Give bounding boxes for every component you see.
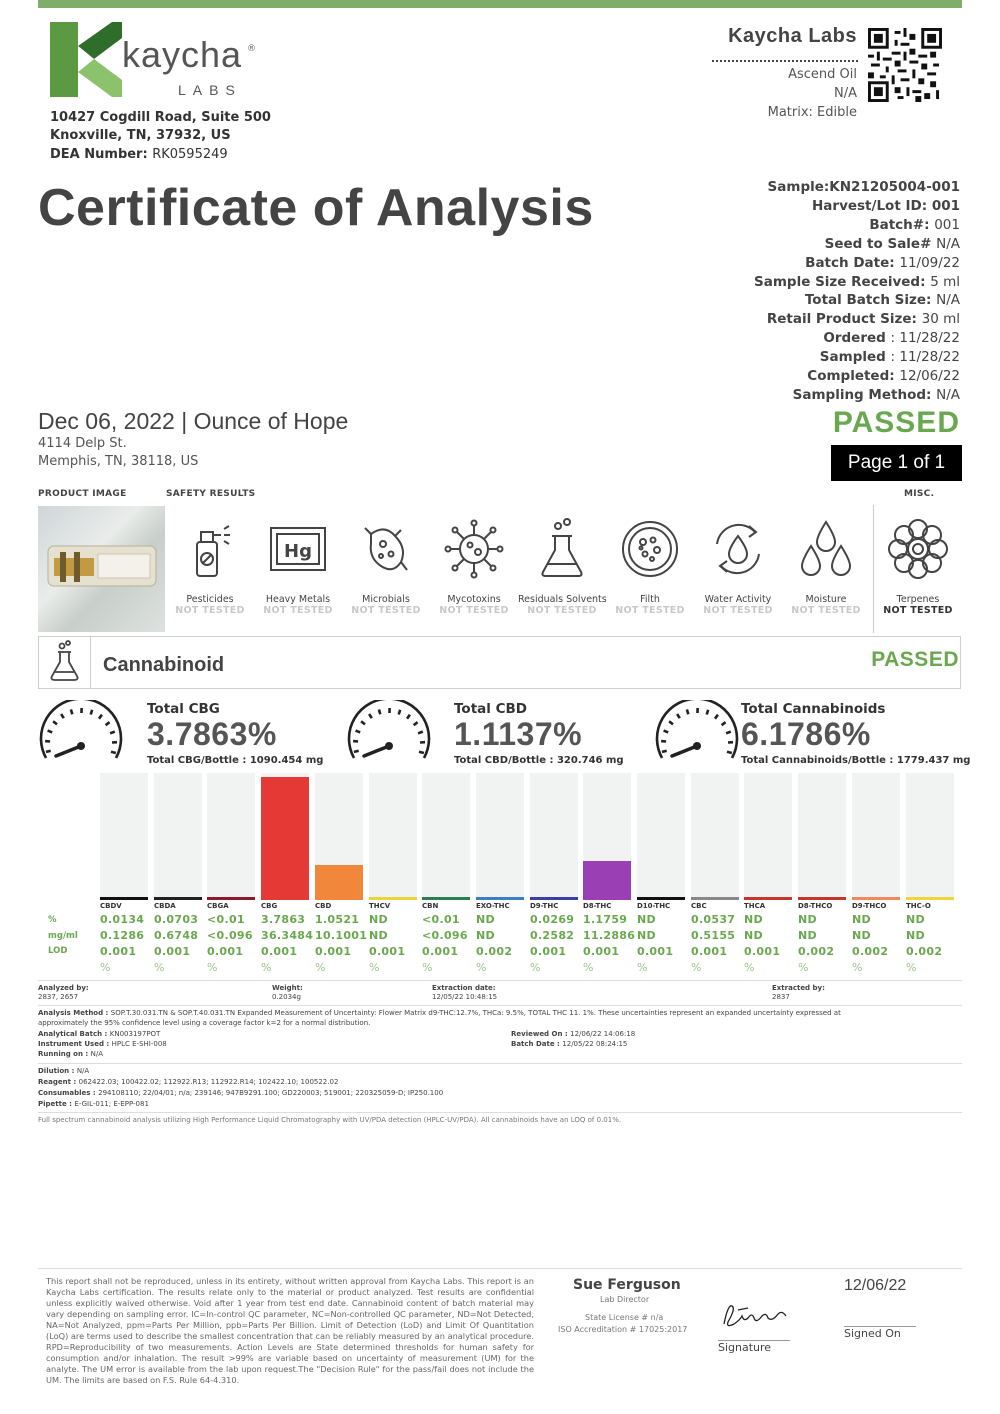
bar-d9-thc bbox=[530, 773, 578, 899]
row-label-lod: LOD bbox=[48, 946, 68, 956]
result-cell-pct: 0.0537 bbox=[691, 913, 736, 926]
bar-fill-cbg bbox=[261, 777, 309, 899]
result-cell-pct: ND bbox=[852, 913, 871, 926]
flower-icon bbox=[883, 514, 953, 584]
safety-item-heavy-metals bbox=[254, 508, 342, 628]
product-image bbox=[38, 506, 165, 632]
result-cell-mgml: ND bbox=[369, 929, 388, 942]
client-city: Memphis, TN, 38118, US bbox=[38, 454, 199, 469]
state-license: State License # n/a bbox=[585, 1313, 664, 1322]
total-label: Total CBD bbox=[454, 701, 527, 717]
spray-bottle-icon bbox=[175, 514, 245, 584]
safety-results-heading: SAFETY RESULTS bbox=[166, 489, 256, 499]
result-cell-lod: 0.001 bbox=[637, 945, 674, 958]
result-cell-mgml: 36.3484 bbox=[261, 929, 314, 942]
analytical-batch: Analytical Batch : KN003197POT bbox=[38, 1030, 161, 1038]
bar-d9-thco bbox=[852, 773, 900, 899]
bar-category-label: D8-THC bbox=[583, 902, 612, 910]
analyzed-by: Analyzed by: bbox=[38, 984, 89, 992]
total-per-bottle: Total CBG/Bottle : 1090.454 mg bbox=[147, 755, 324, 766]
result-cell-mgml: ND bbox=[798, 929, 817, 942]
safety-name: Filth bbox=[640, 594, 660, 605]
virus-icon bbox=[439, 514, 509, 584]
sample-info-row bbox=[754, 291, 960, 310]
bar-legend-line bbox=[906, 897, 954, 900]
logo-wordmark: kaycha bbox=[122, 34, 243, 75]
sample-info-row bbox=[754, 367, 960, 386]
bar-cbdv bbox=[100, 773, 148, 899]
result-cell-mgml: 0.1286 bbox=[100, 929, 145, 942]
bar-category-label: THCA bbox=[744, 902, 766, 910]
sample-info-key: Ordered bbox=[823, 330, 891, 347]
safety-item-pesticides bbox=[166, 508, 254, 628]
analysis-method: Analysis Method : SOP.T.30.031.TN & SOP.T.40.031.TN Expanded Measurement of Uncertainty: Flower Matrix d9-THC:12.7%, THCa: 9.5%, TOTAL THC 11. 1%. These uncertainties represent an expanded uncertainty expressed at bbox=[38, 1009, 841, 1017]
iso-accreditation: ISO Accreditation # 17025:2017 bbox=[558, 1325, 688, 1334]
sample-info-value: 5 ml bbox=[930, 273, 960, 290]
misc-name: Terpenes bbox=[896, 594, 940, 605]
sample-info-row bbox=[754, 197, 960, 216]
result-cell-lod: 0.001 bbox=[261, 945, 298, 958]
result-cell-pct: 0.0703 bbox=[154, 913, 199, 926]
bar-category-label: EXO-THC bbox=[476, 902, 510, 910]
weight-value: 0.2034g bbox=[272, 993, 301, 1001]
bar-legend-line bbox=[744, 897, 792, 900]
result-cell-lod: 0.001 bbox=[315, 945, 352, 958]
result-cell-lod: 0.001 bbox=[154, 945, 191, 958]
bar-legend-line bbox=[207, 897, 255, 900]
client-date-name: Dec 06, 2022 | Ounce of Hope bbox=[38, 408, 349, 434]
result-cell-lod: 0.001 bbox=[207, 945, 244, 958]
misc-status: NOT TESTED bbox=[883, 605, 953, 616]
bar-cbga bbox=[207, 773, 255, 899]
bar-legend-line bbox=[583, 897, 631, 900]
result-cell-lod: 0.002 bbox=[852, 945, 889, 958]
sample-info-value: 001 bbox=[934, 216, 960, 233]
cannabinoid-title: Cannabinoid bbox=[103, 654, 225, 676]
result-cell-lod: 0.002 bbox=[798, 945, 835, 958]
petri-dish-icon bbox=[615, 514, 685, 584]
bar-legend-line bbox=[100, 897, 148, 900]
result-cell-lod: 0.001 bbox=[530, 945, 567, 958]
bar-legend-line bbox=[798, 897, 846, 900]
sample-info-value: N/A bbox=[936, 292, 960, 309]
sample-info-value: 30 ml bbox=[921, 311, 960, 328]
result-cell-mgml: ND bbox=[637, 929, 656, 942]
lod-unit: % bbox=[315, 961, 326, 974]
signature-image bbox=[718, 1298, 790, 1334]
gauge-icon bbox=[38, 700, 124, 766]
result-cell-lod: 0.001 bbox=[583, 945, 620, 958]
microbe-icon bbox=[351, 514, 421, 584]
product-name: Ascend Oil bbox=[788, 67, 857, 82]
top-accent-bar bbox=[38, 0, 962, 8]
result-cell-mgml: 11.2886 bbox=[583, 929, 636, 942]
extraction-value: 12/05/22 10:48:15 bbox=[432, 993, 498, 1001]
bar-category-label: CBD bbox=[315, 902, 332, 910]
total-per-bottle: Total Cannabinoids/Bottle : 1779.437 mg bbox=[741, 755, 971, 766]
lod-unit: % bbox=[906, 961, 917, 974]
lod-unit: % bbox=[852, 961, 863, 974]
reviewed-on: Reviewed On : 12/06/22 14:06:18 bbox=[511, 1030, 636, 1038]
total-label: Total CBG bbox=[147, 701, 220, 717]
sample-info-row bbox=[754, 216, 960, 235]
sample-info-value: : 11/28/22 bbox=[890, 330, 960, 347]
bar-thcv bbox=[369, 773, 417, 899]
sample-info-key: Total Batch Size: bbox=[804, 292, 937, 309]
total-label: Total Cannabinoids bbox=[741, 701, 886, 717]
result-cell-pct: <0.01 bbox=[207, 913, 245, 926]
extracted-by-value: 2837 bbox=[772, 993, 790, 1001]
water-cycle-icon bbox=[703, 514, 773, 584]
extraction-label: Extraction date: bbox=[432, 984, 496, 992]
signer-role: Lab Director bbox=[600, 1295, 650, 1304]
sample-info-row bbox=[754, 310, 960, 329]
divider bbox=[38, 1005, 962, 1006]
bar-d8-thco bbox=[798, 773, 846, 899]
lod-unit: % bbox=[691, 961, 702, 974]
safety-status: NOT TESTED bbox=[439, 605, 509, 616]
bar-legend-line bbox=[315, 897, 363, 900]
safety-status: NOT TESTED bbox=[527, 605, 597, 616]
logo-registered-mark: ® bbox=[247, 44, 256, 54]
sample-info-row bbox=[754, 348, 960, 367]
analysis-method-cont: approximately the 95% confidence level using a coverage factor k=2 for a normal distribution. bbox=[38, 1019, 371, 1027]
lod-unit: % bbox=[369, 961, 380, 974]
product-matrix: Matrix: Edible bbox=[767, 105, 857, 120]
page-indicator: Page 1 of 1 bbox=[831, 445, 962, 481]
sample-info-key: Sample: bbox=[767, 179, 830, 195]
bar-d8-thc bbox=[583, 773, 631, 899]
safety-status: NOT TESTED bbox=[175, 605, 245, 616]
cannabinoid-status: PASSED bbox=[871, 648, 959, 671]
bar-cbg bbox=[261, 773, 309, 899]
result-cell-pct: 1.0521 bbox=[315, 913, 360, 926]
result-cell-lod: 0.001 bbox=[744, 945, 781, 958]
row-label-mgml: mg/ml bbox=[48, 931, 78, 941]
sample-info-key: Sample Size Received: bbox=[754, 273, 931, 290]
bar-cbd bbox=[315, 773, 363, 899]
safety-item-residuals-solvents bbox=[518, 508, 606, 628]
analyzed-by-value: 2837, 2657 bbox=[38, 993, 79, 1001]
safety-name: Water Activity bbox=[704, 594, 772, 605]
bar-exo-thc bbox=[476, 773, 524, 899]
divider bbox=[38, 1063, 962, 1064]
instrument-used: Instrument Used : HPLC E-SHI-008 bbox=[38, 1040, 167, 1048]
result-cell-pct: ND bbox=[637, 913, 656, 926]
bar-fill-cbd bbox=[315, 865, 363, 899]
bar-legend-line bbox=[530, 897, 578, 900]
safety-status: NOT TESTED bbox=[703, 605, 773, 616]
droplets-icon bbox=[791, 514, 861, 584]
bar-legend-line bbox=[369, 897, 417, 900]
result-cell-pct: 0.0134 bbox=[100, 913, 145, 926]
bar-cbda bbox=[154, 773, 202, 899]
bar-category-label: CBGA bbox=[207, 902, 229, 910]
result-cell-mgml: ND bbox=[852, 929, 871, 942]
safety-status: NOT TESTED bbox=[791, 605, 861, 616]
qr-code-icon[interactable] bbox=[868, 28, 942, 102]
result-cell-lod: 0.001 bbox=[369, 945, 406, 958]
consumables: Consumables : 294108110; 22/04/01; n/a; 239146; 947B9291.100; GD220003; 519001; 220325059-D; IP250.100 bbox=[38, 1089, 444, 1097]
safety-item-moisture bbox=[782, 508, 870, 628]
result-cell-pct: 3.7863 bbox=[261, 913, 306, 926]
safety-name: Pesticides bbox=[186, 594, 234, 605]
result-cell-pct: 0.0269 bbox=[530, 913, 575, 926]
safety-status: NOT TESTED bbox=[615, 605, 685, 616]
svg-text:Hg: Hg bbox=[284, 541, 312, 562]
lod-unit: % bbox=[261, 961, 272, 974]
gauge-icon bbox=[346, 700, 432, 766]
sample-info-key: Seed to Sale# bbox=[824, 235, 937, 252]
sample-info-key: Sampled bbox=[819, 349, 891, 366]
sample-info-value: : 11/28/22 bbox=[890, 349, 960, 366]
lod-unit: % bbox=[530, 961, 541, 974]
divider bbox=[38, 1112, 962, 1113]
hg-icon bbox=[263, 514, 333, 584]
misc-heading: MISC. bbox=[904, 489, 935, 499]
bar-category-label: D10-THC bbox=[637, 902, 671, 910]
divider bbox=[38, 980, 962, 981]
product-strain: N/A bbox=[834, 86, 857, 101]
logo-labs-text: LABS bbox=[178, 82, 242, 98]
result-cell-lod: 0.001 bbox=[422, 945, 459, 958]
sample-info-key: Retail Product Size: bbox=[766, 311, 922, 328]
cannabinoid-icon-box bbox=[38, 636, 91, 689]
lod-unit: % bbox=[476, 961, 487, 974]
bar-legend-line bbox=[154, 897, 202, 900]
row-label-percent: % bbox=[48, 915, 57, 925]
safety-name: Microbials bbox=[362, 594, 410, 605]
result-cell-pct: ND bbox=[476, 913, 495, 926]
safety-name: Moisture bbox=[805, 594, 847, 605]
lod-unit: % bbox=[100, 961, 111, 974]
bar-legend-line bbox=[637, 897, 685, 900]
result-cell-lod: 0.002 bbox=[906, 945, 943, 958]
safety-status: NOT TESTED bbox=[351, 605, 421, 616]
result-cell-mgml: ND bbox=[476, 929, 495, 942]
flask-icon bbox=[38, 636, 91, 689]
result-cell-pct: ND bbox=[369, 913, 388, 926]
total-value: 6.1786% bbox=[741, 716, 871, 752]
lab-name-divider bbox=[712, 60, 858, 62]
signature-caption: Signature bbox=[718, 1341, 772, 1354]
sample-info-row bbox=[754, 386, 960, 405]
total-value: 3.7863% bbox=[147, 716, 277, 752]
bar-cbc bbox=[691, 773, 739, 899]
footer-divider bbox=[38, 1268, 962, 1269]
result-cell-mgml: <0.096 bbox=[422, 929, 468, 942]
lod-unit: % bbox=[798, 961, 809, 974]
sample-info-value: KN21205004-001 bbox=[829, 179, 960, 195]
kaycha-logo-icon bbox=[50, 22, 122, 97]
batch-date: Batch Date : 12/05/22 08:24:15 bbox=[511, 1040, 628, 1048]
sample-info-row bbox=[754, 273, 960, 292]
safety-name: Mycotoxins bbox=[447, 594, 501, 605]
sample-info bbox=[754, 178, 960, 405]
bar-category-label: CBC bbox=[691, 902, 707, 910]
sample-info-key: Batch#: bbox=[869, 216, 935, 233]
bar-thc-o bbox=[906, 773, 954, 899]
safety-status: NOT TESTED bbox=[263, 605, 333, 616]
total-per-bottle: Total CBD/Bottle : 320.746 mg bbox=[454, 755, 624, 766]
result-cell-mgml: 10.1001 bbox=[315, 929, 368, 942]
total-value: 1.1137% bbox=[454, 716, 583, 752]
dea-number: DEA Number: RK0595249 bbox=[50, 147, 228, 162]
sample-info-value: 11/09/22 bbox=[899, 254, 960, 271]
result-cell-lod: 0.001 bbox=[100, 945, 137, 958]
lab-name: Kaycha Labs bbox=[728, 25, 857, 47]
sample-info-row bbox=[754, 329, 960, 348]
sample-info-key: Batch Date: bbox=[805, 254, 900, 271]
lod-unit: % bbox=[744, 961, 755, 974]
client-street: 4114 Delp St. bbox=[38, 436, 127, 451]
misc-item-terpenes bbox=[874, 508, 962, 628]
result-cell-mgml: 0.6748 bbox=[154, 929, 199, 942]
weight-label: Weight: bbox=[272, 984, 303, 992]
result-cell-pct: 1.1759 bbox=[583, 913, 628, 926]
dilution: Dilution : N/A bbox=[38, 1067, 90, 1075]
reagent: Reagent : 062422.03; 100422.02; 112922.R13; 112922.R14; 102422.10; 100522.02 bbox=[38, 1078, 339, 1086]
result-cell-mgml: <0.096 bbox=[207, 929, 253, 942]
lab-address-line2: Knoxville, TN, 37932, US bbox=[50, 128, 231, 143]
product-image-heading: PRODUCT IMAGE bbox=[38, 489, 127, 499]
disclaimer: This report shall not be reproduced, unless in its entirety, without written approval from Kaycha Labs. This report is an Kaycha Labs certification. The results relate only to the material or product analyzed. Test results are confidential unless explicitly waived otherwise. Void after 1 year from test end date. Cannabinoid content of batch material may vary depending on sampling error. IC=In-control QC parameter, NC=Non-controlled QC parameter, ND=Not Detected, NA=Not Analyzed, ppm=Parts Per Million, ppb=Parts Per Billion. Limit of Detection (LoD) and Limit Of Quantitation (LoQ) are terms used to describe the smallest concentration that can be reliably measured by an analytical procedure. RPD=Reproducibility of two measurements. Action Levels are State determined thresholds for human safety for consumption and/or inhalation. The result >99% are variable based on uncertainty of measurement (UM) for the analyte. The UM error is available from the lab upon request.The "Decision Rule" for the pass/fail does not include the UM. The limits are based on F.S. Rule 64-4.310. bbox=[46, 1276, 534, 1385]
signer-name: Sue Ferguson bbox=[573, 1277, 681, 1293]
bar-legend-line bbox=[261, 897, 309, 900]
lod-unit: % bbox=[422, 961, 433, 974]
document-title: Certificate of Analysis bbox=[38, 179, 594, 237]
lod-unit: % bbox=[637, 961, 648, 974]
bar-fill-d8-thc bbox=[583, 861, 631, 899]
safety-name: Heavy Metals bbox=[265, 594, 331, 605]
lab-address-line1: 10427 Cogdill Road, Suite 500 bbox=[50, 110, 271, 125]
safety-item-water-activity bbox=[694, 508, 782, 628]
bar-cbn bbox=[422, 773, 470, 899]
product-photo-icon bbox=[38, 506, 165, 632]
bar-d10-thc bbox=[637, 773, 685, 899]
result-cell-mgml: ND bbox=[906, 929, 925, 942]
bar-legend-line bbox=[852, 897, 900, 900]
sample-info-row bbox=[754, 178, 960, 197]
bar-category-label: D9-THCO bbox=[852, 902, 887, 910]
sample-info-key: Harvest/Lot ID: bbox=[812, 197, 932, 214]
safety-item-microbials bbox=[342, 508, 430, 628]
gauge-icon bbox=[654, 700, 740, 766]
bar-category-label: D9-THC bbox=[530, 902, 559, 910]
signed-on-caption: Signed On bbox=[844, 1327, 901, 1340]
sample-info-row bbox=[754, 254, 960, 273]
result-cell-lod: 0.002 bbox=[476, 945, 513, 958]
bar-category-label: CBDA bbox=[154, 902, 176, 910]
result-cell-mgml: ND bbox=[744, 929, 763, 942]
result-cell-pct: ND bbox=[798, 913, 817, 926]
sample-info-key: Sampling Method: bbox=[792, 386, 937, 403]
sample-info-value: N/A bbox=[936, 386, 960, 403]
signed-date: 12/06/22 bbox=[844, 1277, 907, 1294]
result-cell-pct: ND bbox=[906, 913, 925, 926]
lod-unit: % bbox=[583, 961, 594, 974]
result-cell-mgml: 0.5155 bbox=[691, 929, 736, 942]
bar-legend-line bbox=[422, 897, 470, 900]
sample-info-row bbox=[754, 235, 960, 254]
sample-info-value: 001 bbox=[931, 197, 960, 214]
result-cell-mgml: 0.2582 bbox=[530, 929, 575, 942]
sample-info-value: N/A bbox=[936, 235, 960, 252]
lod-unit: % bbox=[207, 961, 218, 974]
bar-category-label: THC-O bbox=[906, 902, 931, 910]
bar-category-label: CBN bbox=[422, 902, 439, 910]
pipette: Pipette : E-GIL-011; E-EPP-081 bbox=[38, 1100, 149, 1108]
bar-legend-line bbox=[691, 897, 739, 900]
sample-info-key: Completed: bbox=[807, 368, 900, 385]
bar-category-label: THCV bbox=[369, 902, 391, 910]
bar-category-label: CBG bbox=[261, 902, 278, 910]
safety-name: Residuals Solvents bbox=[518, 594, 607, 605]
overall-status: PASSED bbox=[832, 406, 960, 439]
extracted-by-label: Extracted by: bbox=[772, 984, 825, 992]
running-on: Running on : N/A bbox=[38, 1050, 104, 1058]
bar-thca bbox=[744, 773, 792, 899]
safety-item-mycotoxins bbox=[430, 508, 518, 628]
bar-legend-line bbox=[476, 897, 524, 900]
safety-item-filth bbox=[606, 508, 694, 628]
sample-info-value: 12/06/22 bbox=[899, 368, 960, 385]
lod-unit: % bbox=[154, 961, 165, 974]
bar-category-label: CBDV bbox=[100, 902, 122, 910]
flask-icon bbox=[527, 514, 597, 584]
result-cell-lod: 0.001 bbox=[691, 945, 728, 958]
method-note: Full spectrum cannabinoid analysis utilizing High Performance Liquid Chromatography with UV/PDA detection (HPLC-UV/PDA). All cannabinoids have an LOQ of 0.01%. bbox=[38, 1116, 622, 1124]
bar-category-label: D8-THCO bbox=[798, 902, 833, 910]
result-cell-pct: ND bbox=[744, 913, 763, 926]
result-cell-pct: <0.01 bbox=[422, 913, 460, 926]
